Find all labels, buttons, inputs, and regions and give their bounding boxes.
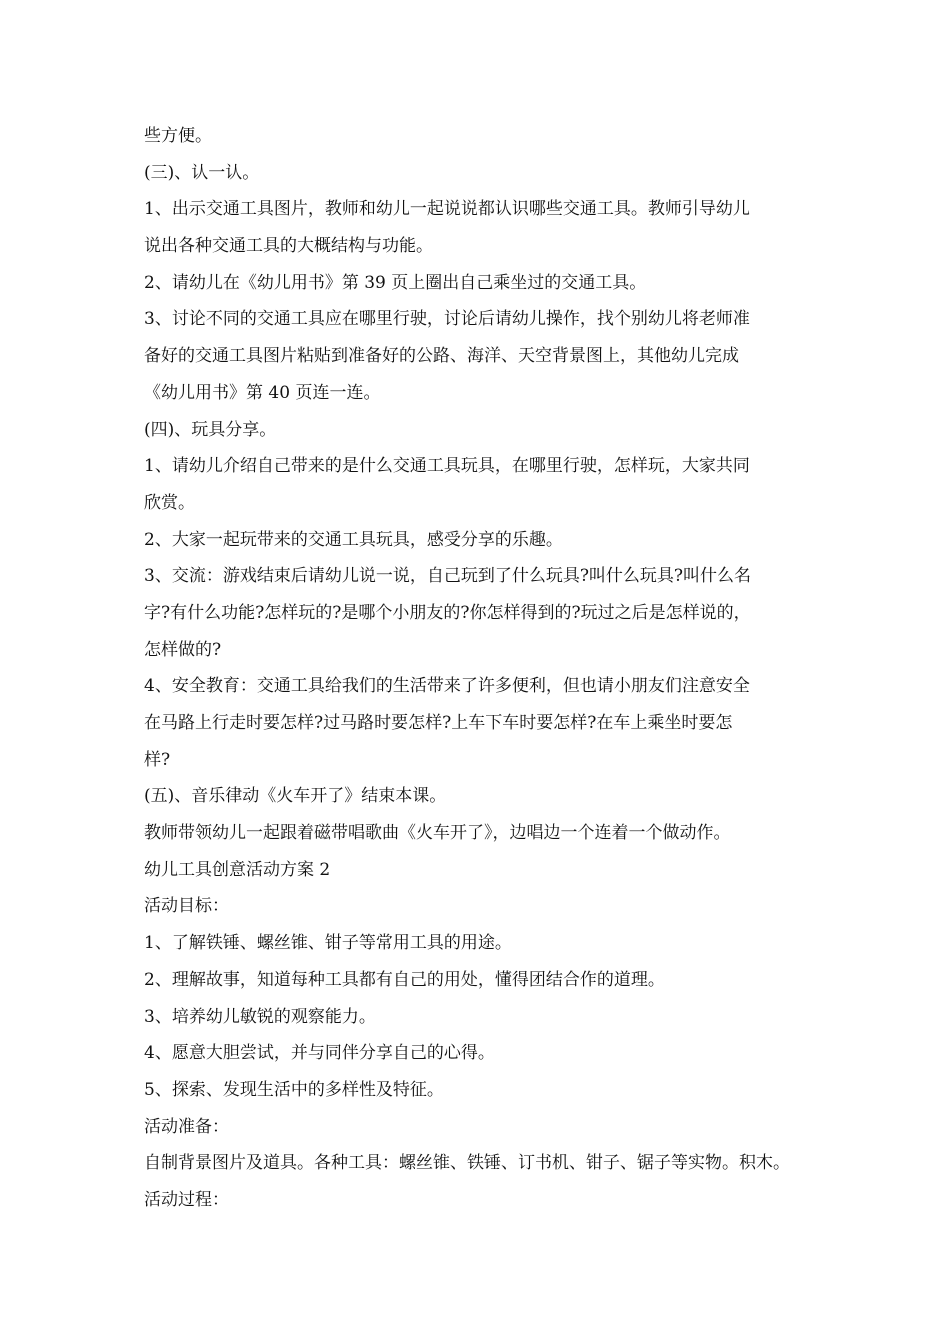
document-title: 幼儿工具创意活动方案 2 [144,859,331,880]
text-line: 2、大家一起玩带来的交通工具玩具，感受分享的乐趣。 [144,529,563,550]
text-line: 《幼儿用书》第 40 页连一连。 [144,382,381,403]
text-line: 1、出示交通工具图片，教师和幼儿一起说说都认识哪些交通工具。教师引导幼儿 [144,199,750,220]
text-line: 4、安全教育：交通工具给我们的生活带来了许多便利，但也请小朋友们注意安全 [144,676,750,697]
list-item: 4、愿意大胆尝试，并与同伴分享自己的心得。 [144,1043,495,1064]
list-item: 5、探索、发现生活中的多样性及特征。 [144,1079,444,1100]
list-item: 1、了解铁锤、螺丝锥、钳子等常用工具的用途。 [144,933,512,954]
text-line: 自制背景图片及道具。各种工具：螺丝锥、铁锤、订书机、钳子、锯子等实物。积木。 [144,1153,790,1174]
text-line: 3、交流：游戏结束后请幼儿说一说，自己玩到了什么玩具?叫什么玩具?叫什么名 [144,566,752,587]
text-line: 在马路上行走时要怎样?过马路时要怎样?上车下车时要怎样?在车上乘坐时要怎 [144,713,733,733]
text-line: 2、请幼儿在《幼儿用书》第 39 页上圈出自己乘坐过的交通工具。 [144,272,647,293]
section-heading: 活动准备： [144,1116,229,1137]
text-line: 些方便。 [144,126,212,146]
text-line: 字?有什么功能?怎样玩的?是哪个小朋友的?你怎样得到的?玩过之后是怎样说的， [144,602,751,623]
text-line: 3、讨论不同的交通工具应在哪里行驶，讨论后请幼儿操作，找个别幼儿将老师准 [144,309,750,330]
text-line: 1、请幼儿介绍自己带来的是什么交通工具玩具，在哪里行驶，怎样玩，大家共同 [144,456,750,477]
text-line: 怎样做的? [144,639,222,660]
document-body [144,118,824,1219]
list-item: 3、培养幼儿敏锐的观察能力。 [144,1006,376,1027]
text-line: 备好的交通工具图片粘贴到准备好的公路、海洋、天空背景图上，其他幼儿完成 [144,346,739,367]
list-item: 2、理解故事，知道每种工具都有自己的用处，懂得团结合作的道理。 [144,969,665,990]
text-line: 说出各种交通工具的大概结构与功能。 [144,236,433,257]
section-heading: 活动过程： [144,1189,229,1210]
text-line: 欣赏。 [144,492,195,513]
text-line: 教师带领幼儿一起跟着磁带唱歌曲《火车开了》，边唱边一个连着一个做动作。 [144,823,731,844]
section-heading: (五)、音乐律动《火车开了》结束本课。 [144,786,447,807]
section-heading: (四)、玩具分享。 [144,419,277,440]
section-heading: (三)、认一认。 [144,162,260,183]
section-heading: 活动目标： [144,896,229,917]
text-line: 样? [144,749,171,770]
